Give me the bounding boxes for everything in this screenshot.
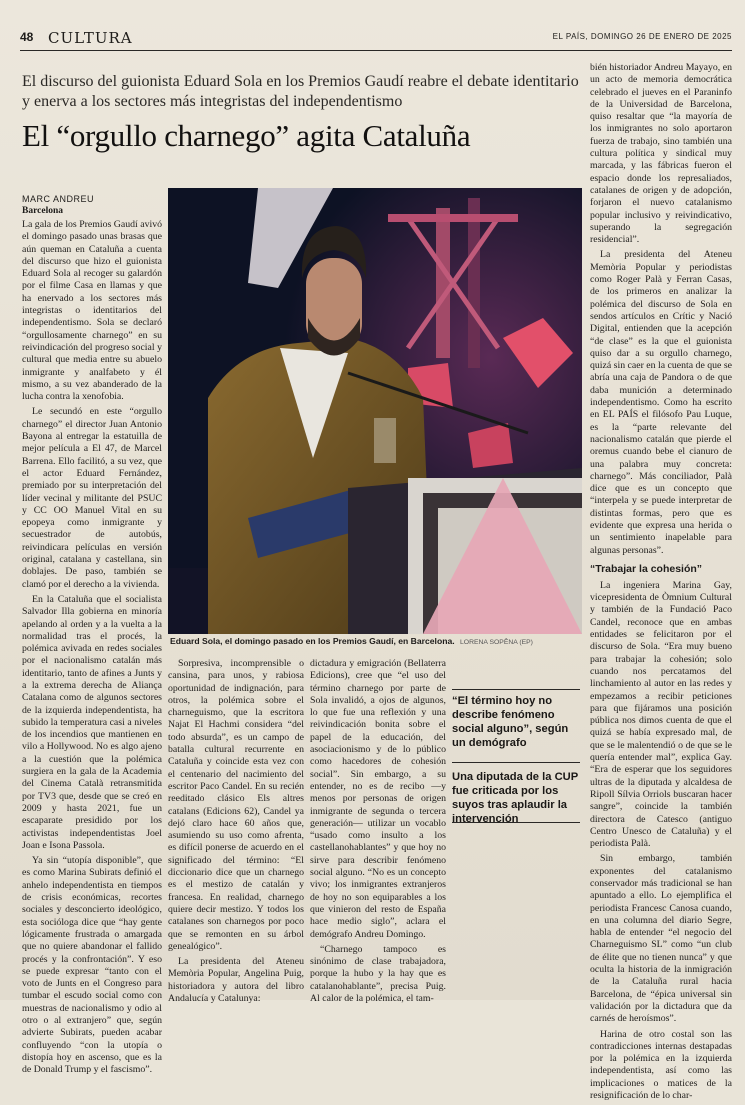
column-3 — [310, 658, 446, 1008]
paragraph: bién historiador Andreu Mayayo, en un acto de memoria democrática celebrado el jueves en el Paraninfo de la Universidad de Barcelona, quiso resaltar que “la mayoría de los inmigrantes no solo aportaron fuerza de trabajo, sino también una cultura política y sindical muy marcada, y las fábricas fueron el espacio donde los represaliados, catalanes de origen y de adopción, forjaron el nuevo catalanismo popular inclusivo y reivindicativo, superando la segregación residencial”. — [590, 62, 732, 246]
paragraph: La gala de los Premios Gaudí avivó el domingo pasado unas brasas que aún queman en Cataluña a cuenta del discurso que hizo el guionista Eduard Sola al recoger su galardón por el filme Casa en llamas y que ha enervado a los sectores más integristas o identitarios del independentismo. Sola se declaró “orgullosamente charnego” en su reivindicación del progreso social y cultural que media entre su abuelo inmigrante y analfabeto y él mismo, a su vez abanderado de la lucha contra la xenofobia. — [22, 219, 162, 403]
photo-credit: LORENA SOPÊNA (EP) — [460, 639, 533, 646]
section-name: CULTURA — [48, 29, 133, 47]
article-photo — [168, 188, 582, 634]
page-number: 48 — [20, 30, 34, 44]
photo-illustration — [168, 188, 582, 634]
byline: MARC ANDREU — [22, 194, 95, 204]
dateline: EL PAÍS, DOMINGO 26 DE ENERO DE 2025 — [552, 32, 732, 41]
pullquote-demographer: “El término hoy no describe fenómeno social alguno”, según un demógrafo — [452, 695, 569, 749]
page-header — [20, 28, 732, 51]
paragraph: Sorpresiva, incomprensible o cansina, para unos, y rabiosa oportunidad de indignación, para otros, la polémica sobre el charneguismo, que la escritora Najat El Hachmi considera “del todo absurda”, es un campo de batalla cultural recurrente en Cataluña y coincide esta vez con el centenario del nacimiento del escritor Paco Candel. En su recién reeditado clásico Els altres catalans (Edicions 62), Candel ya dejó claro hace 60 años que, asumiendo su uso como afrenta, es difícil ponerse de acuerdo en el significado del término: “El diccionario dice que un charnego es el mestizo de catalán y francesa. En realidad, charnego quiere decir mestizo. Y todos los catalanes son charnegos por poco que se remonten en su árbol genealógico”. — [168, 658, 304, 952]
article-subhead: “Trabajar la cohesión” — [590, 562, 703, 575]
paragraph: La presidenta del Ateneu Memòria Popular y periodistas como Roger Palà y Ferran Casas, de los primeros en analizar la polémica del discurso de Sola en sendos artículos en Crític y Nació Digital, entienden que la acepción “de clase” es la que el guionista quiso dar a su orgullo charnego, quizá sin caer en la cuenta de que se abría una caja de Pandora o de que daba munición a determinado independentismo. Como ha escrito en EL PAÍS el filósofo Pau Luque, es la “parte relevante del nacionalismo catalán que pierde el oremus cuando bebe el cianuro de una palabra muy concreta: charnego”. Más conciliador, Palà dice que es un concepto que “interpela y se puede interpretar de distintas formas, pero que es evidente que expresa una herida o un sentimiento inapelable para algunas personas”. — [590, 249, 732, 556]
paragraph: “Charnego tampoco es sinónimo de clase trabajadora, porque la hubo y la hay que es catalanohablante”, precisa Puig. Al calor de la polémica, el tam- — [310, 943, 446, 1005]
paragraph: Le secundó en este “orgullo charnego” el director Juan Antonio Bayona al entregar la estatuilla de mejor película a El 47, de Marcel Barrena. Ello facilitó, a su vez, que el actor Eduard Fernández, premiado por su interpretación del líder vecinal y militante del PSUC y CC OO Manuel Vital en su epopeya como inmigrante y secuestrador de autobús, reivindicara películas en versión original, catalana y castellana, sin doblajes. De paso, también se clamó por el derecho a la vivienda. — [22, 406, 162, 590]
paragraph: La ingeniera Marina Gay, vicepresidenta de Òmnium Cultural y también de la Fundació Paco Candel, reconoce que en ambas entidades se felicitaron por el discurso de Sola. “Era muy bueno para trabajar la cohesión; solo cuando nos percatamos del linchamiento al autor en las redes y empezamos a recibir peticiones para que fijáramos una posición pública nos dimos cuenta de que el quizá se había expresado mal, de que se le malentendió o de que se le quería entender mal”, explica Gay. “Era de esperar que los seguidores ultras de la diputada y alcaldesa de Ripoll Sílvia Orriols buscaran hacer sangre”, coincide la también directora de Catesco (antiguo Centro Unesco de Cataluña) y el periodista Palà. — [590, 579, 732, 850]
pullquote-rule-bottom — [452, 822, 580, 823]
pullquote-rule-middle — [452, 762, 580, 763]
paragraph: Harina de otro costal son las contradicciones internas destapadas por la polémica en la izquierda independentista, así como las implicaciones o matices de la resignificación de lo char- — [590, 1028, 732, 1102]
paragraph: Ya sin “utopía disponible”, que es como Marina Subirats definió el anhelo independentista en tiempos de crisis económicas, recortes sociales y desconcierto ideológico, esta socióloga dice que “hay gente lógicamente frustrada o amargada que no quiere abandonar el fallido procés y la confrontación”. Y eso se puede expresar “tanto con el voto de Junts en el Congreso para tumbar el escudo social como con muestras de nacionalismo y odio al otro o al extranjero” que, según advierte Subirats, pueden acabar confluyendo “con la utopía o distopía hoy en ascenso, que es la de Donald Trump y el fascismo”. — [22, 855, 162, 1076]
paragraph: Sin embargo, también exponentes del catalanismo conservador más tradicional se han apuntado a ello. Lo ejemplifica el periodista Francesc Canosa cuando, en una columna del diario Segre, habla de entender “el negocio del Charneguismo SL” como “un club de élite que no tienen nunca” y que oculta la historia de la inmigración de la Cataluña rural hacia Barcelona, de “épica universal sin validación por la dictadura que da carnés de heroísmos”. — [590, 853, 732, 1025]
paragraph: En la Cataluña que el socialista Salvador Illa gobierna en minoría apelando al orden y a la vuelta a la normalidad tras el procés, la polémica avivada en redes sociales por el nacionalismo catalán más identitario, tanto de afines a Junts y a la extrema derecha de Aliança Catalana como de algunos sectores de la izquierda independentista, ha subido la temperatura casi a niveles de los incendios que mantienen en vilo a Hollywood. No es algo ajeno a la cuestión que la polémica surgiera en la gala de la Academia del Cinema Català retransmitida por TV3 que, desde que se creó en 2009 y hasta 2021, fue un escaparate presidido por los activistas independentistas Joel Joan e Isona Passola. — [22, 593, 162, 851]
photo-caption — [170, 636, 582, 648]
paragraph: dictadura y emigración (Bellaterra Edicions), cree que “el uso del término charnego por parte de Sola invalidó, a ojos de algunos, lo que fue una reflexión y una reivindicación bonita sobre el papel de la educación, del asociacionismo y de lo público como hacedores de cohesión social”. Sin embargo, a su entender, no es de recibo —y menos por personas de origen inmigrante de segunda o tercera generación— utilizar un vocablo “usado como insulto a los castellanohablantes” y que hoy no sirve para describir fenómeno social alguno. “No es un concepto vivo; los inmigrantes extranjeros de hoy no son equiparables a los que vinieron del resto de España hace medio siglo”, aclara el demógrafo Andreu Domingo. — [310, 658, 446, 940]
pullquote-cup: Una diputada de la CUP fue criticada por los suyos tras aplaudir la intervención — [452, 771, 578, 825]
byline-place: Barcelona — [22, 206, 63, 216]
paragraph: La presidenta del Ateneu Memòria Popular, Angelina Puig, historiadora y autora del libro Andalucía y Catalunya: — [168, 956, 304, 1005]
article-deck: El discurso del guionista Eduard Sola en los Premios Gaudí reabre el debate identitario y enerva a los sectores más integristas del independentismo — [22, 73, 579, 110]
column-4 — [590, 62, 732, 1105]
caption-text: Eduard Sola, el domingo pasado en los Premios Gaudí, en Barcelona. — [170, 636, 455, 646]
column-2 — [168, 658, 304, 1008]
pullquote-rule-top — [452, 689, 580, 690]
column-1 — [22, 193, 162, 1079]
article-headline: El “orgullo charnego” agita Cataluña — [22, 118, 471, 153]
